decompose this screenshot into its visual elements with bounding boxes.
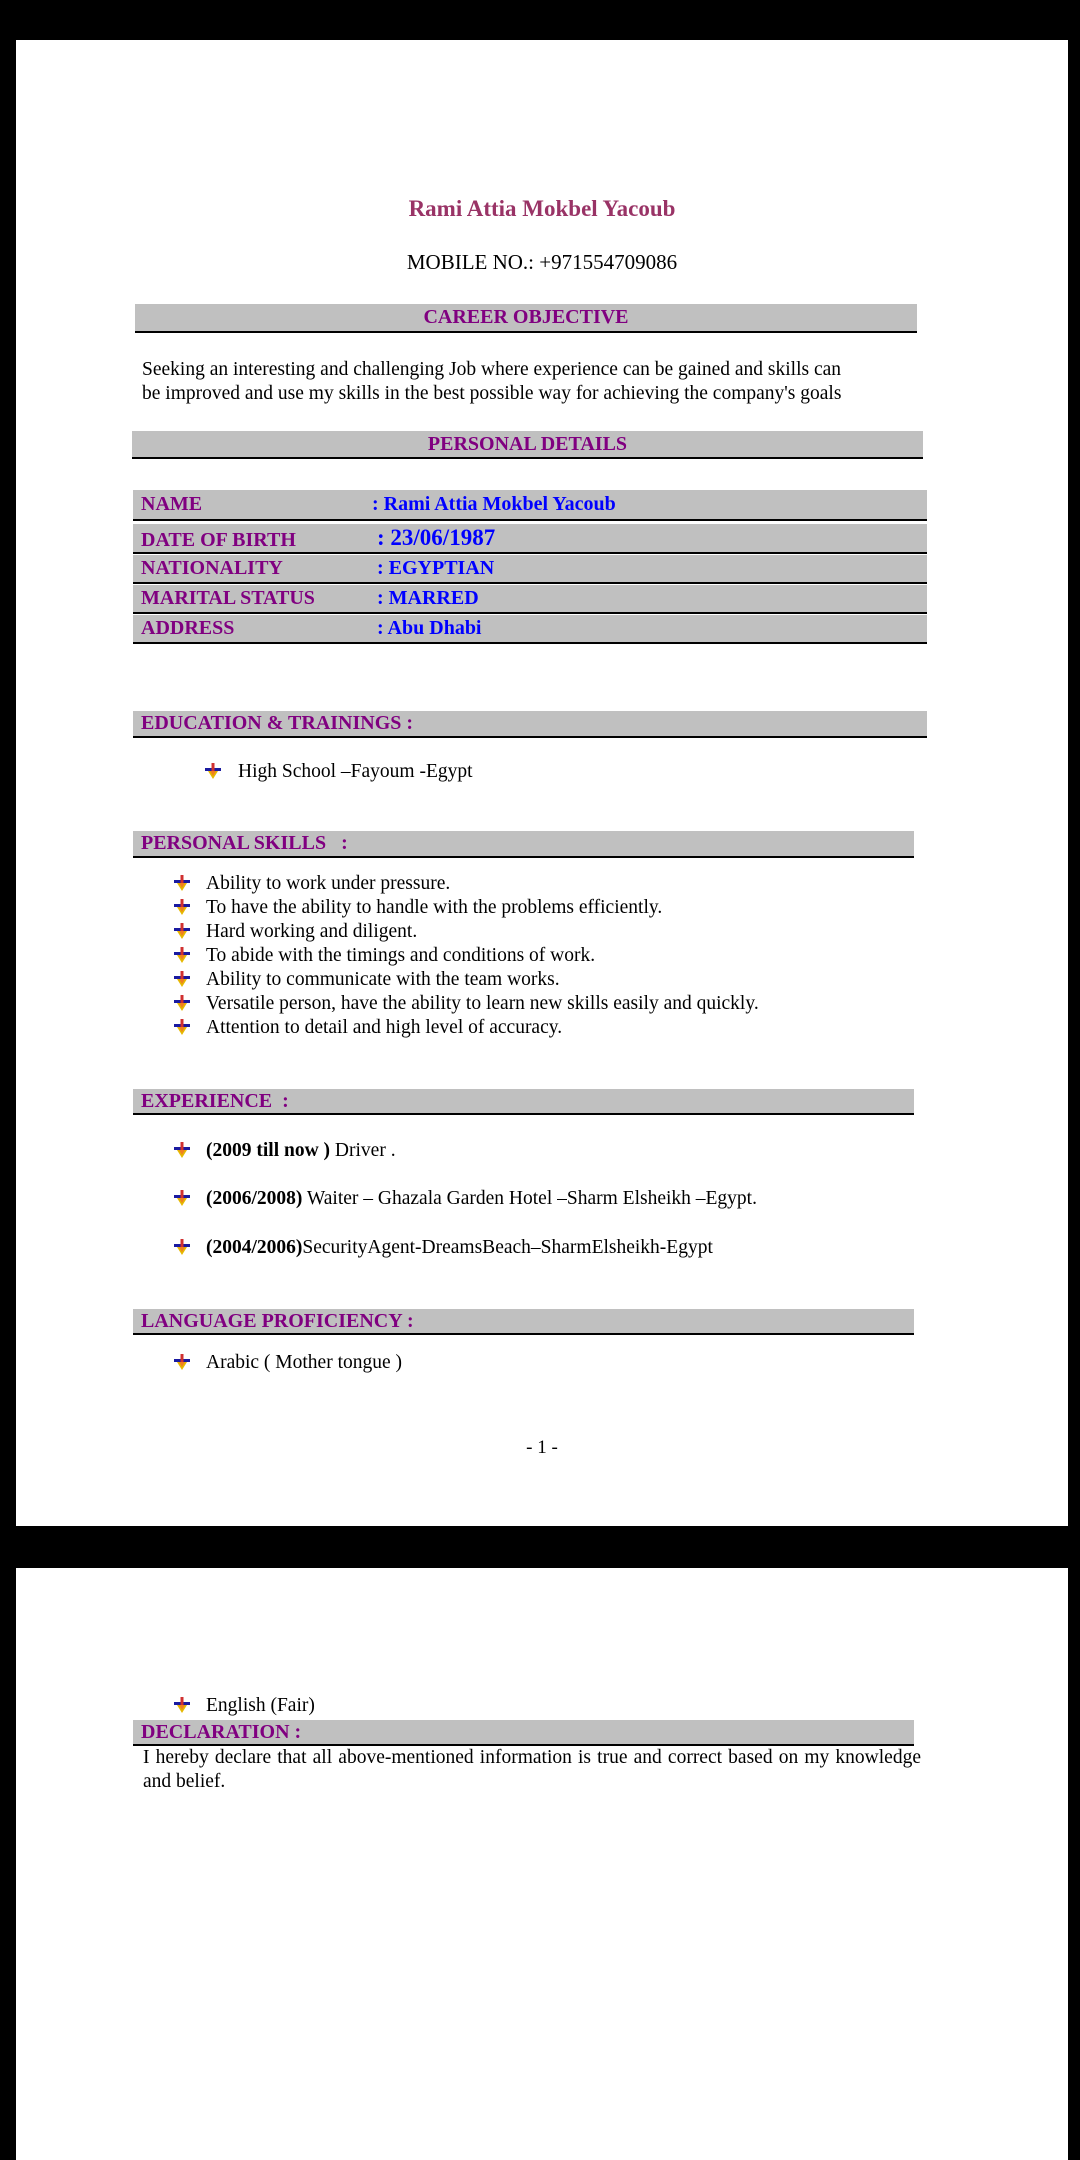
personal-skills-heading — [133, 831, 914, 858]
skill-item-text: To have the ability to handle with the problems efficiently. — [206, 897, 663, 918]
education-item — [204, 760, 473, 784]
experience-item — [173, 1187, 757, 1211]
arrow-down-bullet-icon — [173, 874, 191, 892]
personal-details-heading — [132, 431, 923, 459]
experience-description: SecurityAgent-DreamsBeach–SharmElsheikh-Egypt — [302, 1237, 713, 1258]
skill-item — [173, 896, 662, 920]
language-item-text: English (Fair) — [206, 1695, 315, 1716]
experience-period: (2009 till now ) — [206, 1140, 331, 1161]
experience-description: Driver . — [330, 1140, 396, 1161]
skill-item-text: Hard working and diligent. — [206, 921, 418, 942]
career-objective-heading — [135, 304, 917, 333]
experience-item — [173, 1139, 396, 1163]
skill-item-text: Ability to communicate with the team works. — [206, 969, 560, 990]
arrow-down-bullet-icon — [173, 1696, 191, 1714]
personal-detail-row-dob — [133, 524, 927, 554]
education-item-text: High School –Fayoum -Egypt — [238, 761, 473, 782]
skill-item — [173, 872, 450, 896]
personal-detail-label: ADDRESS — [141, 617, 235, 639]
experience-heading — [133, 1089, 914, 1115]
page-number: - 1 - — [526, 1437, 558, 1458]
skill-item — [173, 920, 417, 944]
personal-detail-label: DATE OF BIRTH — [141, 529, 296, 551]
skill-item — [173, 992, 759, 1016]
arrow-down-bullet-icon — [173, 1189, 191, 1207]
arrow-down-bullet-icon — [173, 994, 191, 1012]
personal-details-heading-text: PERSONAL DETAILS — [427, 433, 628, 455]
arrow-down-bullet-icon — [173, 898, 191, 916]
skill-item — [173, 944, 595, 968]
language-item — [173, 1351, 402, 1375]
skill-item-text: Versatile person, have the ability to learn new skills easily and quickly. — [206, 993, 759, 1014]
arrow-down-bullet-icon — [173, 1141, 191, 1159]
personal-skills-heading-text: PERSONAL SKILLS : — [141, 832, 348, 854]
personal-detail-row-name — [133, 490, 927, 521]
skill-item — [173, 1016, 562, 1040]
declaration-heading — [133, 1720, 914, 1746]
declaration-heading-text: DECLARATION : — [141, 1721, 302, 1743]
mobile-number: MOBILE NO.: +971554709086 — [406, 250, 678, 274]
declaration-text: I hereby declare that all above-mentioned information is true and correct based on my knowledge and belief. — [143, 1747, 921, 1792]
personal-detail-label: NAME — [141, 493, 203, 515]
resume-page-2 — [16, 1568, 1068, 2160]
personal-detail-value: : Rami Attia Mokbel Yacoub — [372, 493, 616, 515]
arrow-down-bullet-icon — [173, 1238, 191, 1256]
personal-detail-value: : MARRED — [377, 587, 479, 609]
arrow-down-bullet-icon — [173, 922, 191, 940]
experience-item — [173, 1236, 713, 1260]
career-objective-line-1: Seeking an interesting and challenging Job where experience can be gained and skills can — [142, 359, 842, 380]
education-heading — [133, 711, 927, 738]
resume-page-1 — [16, 40, 1068, 1526]
career-objective-line-2: be improved and use my skills in the best possible way for achieving the company's goals — [142, 383, 842, 404]
personal-detail-label: MARITAL STATUS — [141, 587, 315, 609]
arrow-down-bullet-icon — [173, 1353, 191, 1371]
language-item-text: Arabic ( Mother tongue ) — [206, 1352, 403, 1373]
experience-period: (2006/2008) — [206, 1188, 303, 1209]
personal-detail-value: : EGYPTIAN — [377, 557, 495, 579]
personal-detail-row-marital-status — [133, 585, 927, 614]
arrow-down-bullet-icon — [173, 970, 191, 988]
language-proficiency-heading-text: LANGUAGE PROFICIENCY : — [141, 1310, 414, 1332]
education-heading-text: EDUCATION & TRAININGS : — [141, 712, 414, 734]
experience-heading-text: EXPERIENCE : — [141, 1090, 289, 1112]
arrow-down-bullet-icon — [173, 1018, 191, 1036]
applicant-name-title: Rami Attia Mokbel Yacoub — [408, 196, 676, 221]
personal-detail-row-address — [133, 615, 927, 644]
skill-item-text: To abide with the timings and conditions of work. — [206, 945, 596, 966]
skill-item-text: Ability to work under pressure. — [206, 873, 451, 894]
experience-period: (2004/2006) — [206, 1237, 303, 1258]
personal-detail-value: : Abu Dhabi — [377, 617, 482, 639]
skill-item-text: Attention to detail and high level of accuracy. — [206, 1017, 563, 1038]
language-item — [173, 1694, 315, 1718]
personal-detail-row-nationality — [133, 555, 927, 584]
experience-description: Waiter – Ghazala Garden Hotel –Sharm Elsheikh –Egypt. — [302, 1188, 757, 1209]
career-objective-text — [142, 358, 942, 406]
arrow-down-bullet-icon — [204, 762, 222, 780]
language-proficiency-heading — [133, 1309, 914, 1335]
skill-item — [173, 968, 560, 992]
arrow-down-bullet-icon — [173, 946, 191, 964]
career-objective-heading-text: CAREER OBJECTIVE — [423, 306, 629, 328]
personal-detail-value: : 23/06/1987 — [377, 525, 496, 550]
personal-detail-label: NATIONALITY — [141, 557, 283, 579]
